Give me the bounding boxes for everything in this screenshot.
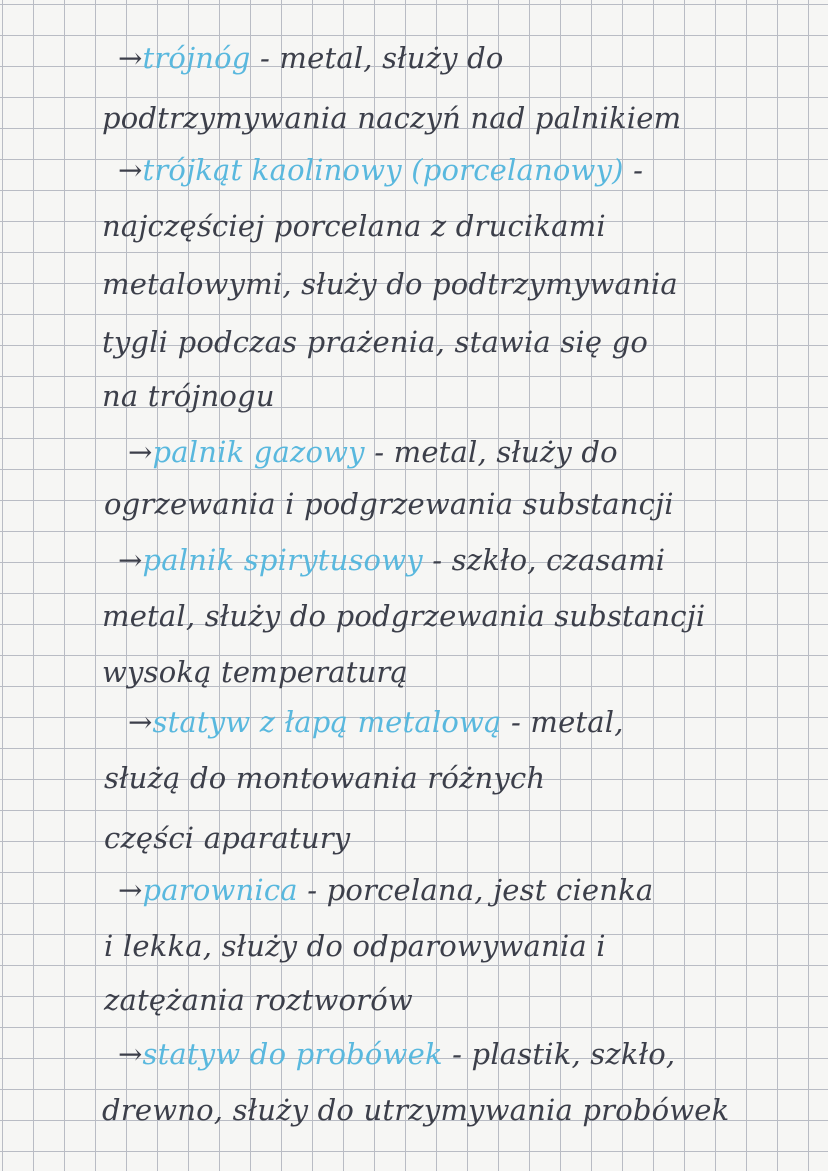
note-line-2 [102, 98, 681, 138]
note-line-18 [104, 980, 413, 1020]
note-line-13 [128, 702, 624, 742]
note-text: - szkło, czasami [422, 543, 666, 577]
note-text: służą do montowania różnych [104, 761, 546, 795]
term-statyw-do-probowek: statyw do probówek [142, 1037, 443, 1071]
note-text: - plastik, szkło, [442, 1037, 676, 1071]
note-line-3 [118, 150, 643, 190]
note-line-17 [104, 926, 606, 966]
note-line-6 [102, 322, 648, 362]
term-trojnog: trójnóg [142, 41, 251, 75]
note-text: - metal, służy do [250, 41, 504, 75]
note-line-11 [102, 596, 705, 636]
note-line-16 [118, 870, 653, 910]
note-line-1 [118, 38, 504, 78]
note-text: części aparatury [104, 821, 351, 855]
note-text: podtrzymywania naczyń nad palnikiem [102, 101, 682, 135]
note-line-9 [104, 484, 674, 524]
term-palnik-gazowy: palnik gazowy [152, 435, 365, 469]
note-line-5 [102, 264, 678, 304]
note-line-19 [118, 1034, 675, 1074]
note-text: ogrzewania i podgrzewania substancji [104, 487, 674, 521]
note-text: drewno, służy do utrzymywania probówek [102, 1093, 730, 1127]
note-line-4 [102, 206, 606, 246]
note-text: - porcelana, jest cienka [297, 873, 654, 907]
arrow-icon: → [118, 543, 143, 577]
term-trojkat-kaolinowy: trójkąt kaolinowy (porcelanowy) [142, 153, 624, 187]
note-text: i lekka, służy do odparowywania i [104, 929, 606, 963]
arrow-icon: → [118, 41, 143, 75]
term-parownica: parownica [142, 873, 298, 907]
note-text: - metal, służy do [364, 435, 618, 469]
arrow-icon: → [128, 705, 153, 739]
arrow-icon: → [118, 153, 143, 187]
note-text: - [623, 153, 644, 187]
note-text: wysoką temperaturą [102, 655, 408, 689]
note-line-7 [102, 376, 275, 416]
note-text: metal, służy do podgrzewania substancji [102, 599, 706, 633]
note-text: zatężania roztworów [104, 983, 413, 1017]
note-line-20 [102, 1090, 729, 1130]
note-line-15 [104, 818, 350, 858]
note-line-8 [128, 432, 618, 472]
note-text: najczęściej porcelana z drucikami [102, 209, 606, 243]
note-text: metalowymi, służy do podtrzymywania [102, 267, 678, 301]
term-palnik-spirytusowy: palnik spirytusowy [142, 543, 423, 577]
note-line-10 [118, 540, 665, 580]
note-line-12 [102, 652, 408, 692]
arrow-icon: → [128, 435, 153, 469]
note-text: tygli podczas prażenia, stawia się go [102, 325, 649, 359]
arrow-icon: → [118, 873, 143, 907]
term-statyw-z-lapa: statyw z łapą metalową [152, 705, 502, 739]
arrow-icon: → [118, 1037, 143, 1071]
note-line-14 [104, 758, 545, 798]
note-text: na trójnogu [102, 379, 275, 413]
note-text: - metal, [501, 705, 624, 739]
